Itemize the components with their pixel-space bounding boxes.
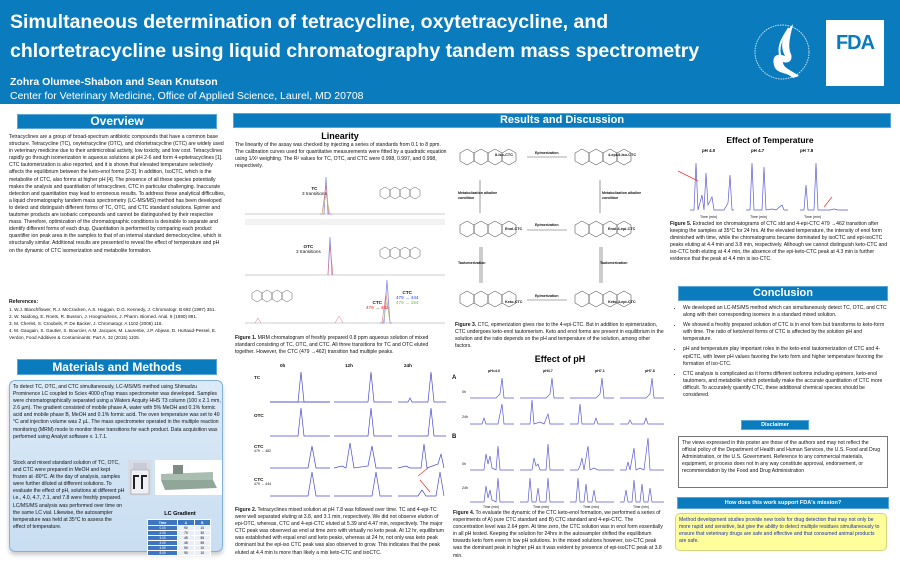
ph-col-label: pH4.7 — [543, 369, 553, 373]
figure-4-caption: Figure 4. To evaluate the dynamic of the CTC keto-enol formation, we performed a series of experiments of A) pure CTC standard and B) CTC standard and 4-epi-CTC. The concentration level was 2.64 ppm. At time zero, the CTC solution was in enol form essentially in all pH tested. Keeping the solution for 24hrs in the autosampler shifted the equilibrium towards keto form even in low pH solutions. In the mixed solutions however, iso-CTC peak was the dominant peak in higher pH as it was evident by presence of epi-isoCTC peak at 3.8 min. — [453, 510, 663, 559]
results-heading: Results and Discussion — [233, 113, 891, 128]
cell: 45 — [178, 536, 194, 541]
title-line-1: Simultaneous determination of tetracycline, oxytetracycline, and — [10, 11, 609, 33]
ph-row-b: B — [452, 434, 457, 440]
temp-xlabel: Time (min) — [700, 215, 718, 219]
gradient-title: LC Gradient — [164, 511, 196, 517]
conclusion-item: • We showed a freshly prepared solution of CTC is in enol form but transforms to keto-form with time. The ratio of keto/enol forms of CTC is affected by the solution pH and temperature. — [683, 322, 892, 343]
reference-item: 3. M. Cherlet, S. Croubels, P. De Backer, J. Chromatogr. A 1102 (2006) 116. — [9, 321, 163, 326]
overview-body: Tetracyclines are a group of broad-spectrum antibiotic compounds that have a common base structure. Tetracycline (TC), oxytetracycline (OTC), and chlortetracycline (CTC) are widely used in veterinary medicine due to their antimicrobial activity, low toxicity, and low cost. Tetracyclines rapidly go through isomerization in aqueous solutions at pH 2-6 and form 4-epitetracyclines [1]. CTC tautomerization is also reported, and it is shown that elevated temperature selectively affects the equilibrium between the keto-enol forms [2-3]. In addition, IsoCTC, which is the metabolite of CTC, also forms at higher pH [4]. The presence of all these species potentially makes the analysis and quantitation of tetracyclines, CTC in particular challenging. Inaccurate detection and quantitation may lead to erroneous results. To address these analytical difficulties, a liquid chromatography tandem mass spectrometry (LC-MS/MS) method has been developed to detect and distinguish different forms of TC, OTC, and CTC standard solutions. Epimer and tautomer products are isobaric compounds and cannot be distinguished by their respective mass. Therefore, optimization of the chromatographic conditions is desirable to separate and identify different forms of each drug. Quantitation is performed by comparing each product quantifier ion peak area in the samples to that of an internal standard demeclocycline, which is structurally similar. Additional results are presented to reveal the effect of temperature and pH on the dynamic of CTC isomerization and metabolite formation. — [9, 134, 226, 254]
fig3-enol-ctc: Enol-CTC — [505, 227, 523, 231]
ph-time-label: 0h — [462, 390, 466, 394]
fig3-tautomerization-label: Tautomerization — [600, 261, 628, 265]
figure-5-temperature-chromatograms — [672, 155, 872, 215]
conclusion-list — [676, 305, 892, 402]
cell: 30 — [194, 531, 210, 536]
authors: Zohra Olumee-Shabon and Sean Knutson — [10, 76, 218, 88]
col-header: A — [178, 520, 194, 526]
poster-header — [0, 0, 900, 104]
fig1-ctc-444-label: CTC 479 → 444 479 → 154 — [396, 290, 419, 305]
fig2-col-24h: 24h — [404, 363, 412, 368]
conclusion-item: • CTC analysis is complicated as it forms different isoforms including epimers, keto-enol tautomers, and metabolite which potentially make the accurate quantitation of CTC more difficult. To accurately quantify CTC, these additional chemical species should be considered. — [683, 371, 892, 399]
figure-2-caption: Figure 2. Tetracyclines mixed solution at pH 7.8 was followed over time. TC and 4-epi-TC were well separated eluting at 3.8, and 3.1 min, respectively. We did not observe elution of epi-OTC, whereas, CTC and 4-epi-CTC eluted at 5.39 and 4.47 min, respectively. The major CTC peak was observed as enol at time zero with virtually no keto peak. At 12 hr, equilibrium was established with equal enol and keto peaks, whereas at 24 hr, not only was keto peak dominant but the epi-iso CTC peak was also observed to grow. This indicates that the peak eluted at 4.4 min is more than likely a mix keto-CTC and isoCTC. — [235, 507, 444, 556]
reference-item: 4. M. Gaugain, S. Gautier, S. Bourcier, A.M. Jacques, M. Laurentie, J.P. Abjean, D. Hurtaud-Pessel, E. Verdon, Food Additives & Contaminants: Part A, 32 (2015) 1105. — [9, 328, 217, 340]
fig3-metabolization-label: Metabolization alkaline condition — [458, 191, 498, 200]
ph-xlabel: Time (min) — [583, 505, 600, 509]
title-line-2: chlortetracycline using liquid chromatography tandem mass spectrometry — [10, 40, 700, 62]
table-row — [148, 551, 211, 556]
fig3-iso-ctc: 8-Iso-CTC — [495, 153, 513, 157]
fig1-ctc-462-label: CTC 479 → 462 — [366, 300, 389, 310]
overview-heading: Overview — [17, 114, 217, 129]
references-label: References: — [9, 299, 39, 305]
fig2-row-ctc-444: CTC 479 → 444 — [254, 477, 272, 486]
cell: 55 — [194, 536, 210, 541]
cell: 10 — [194, 526, 210, 531]
figure-5-caption: Figure 5. Extracted ion chromatograms of CTC std and 4-epi-CTC 479 →462 transition after keeping the samples at 35°C for 24 hrs. At the elevated temperature, the intensity of enol form diminished with time, while the chromatograms became dominated by isoCTC and epi-isoCTC peaks eluting at 4.4 min and 3.8 min, respectively. Although we cannot distinguish keto-CTC and iso-CTC both eluting at 4.4 min, the absence of the epi-keto-CTC peak at 4.3 min is further evidence that the peak at 4.4 min is iso-CTC. — [670, 221, 888, 263]
conclusion-item: • pH and temperature play important roles in the keto-enol tautomerization of CTC and 4-epiCTC, with lower pH values favoring the keto form and higher temperature favoring the formation of iso-CTC. — [683, 346, 892, 367]
fig3-epimerization-label: Epimerization — [535, 223, 559, 227]
fig3-epimerization-label: Epimerization — [535, 151, 559, 155]
lc-gradient-table — [147, 519, 211, 556]
figure-4-effect-of-ph-chromatograms — [468, 374, 668, 509]
cell: 10 — [194, 546, 210, 551]
ph-col-label: pH7.8 — [645, 369, 655, 373]
mission-heading: How does this work support FDA's mission? — [677, 497, 889, 509]
temp-col-label: pH 4.0 — [702, 148, 716, 153]
disclaimer-heading: Disclaimer — [741, 420, 809, 430]
methods-para-2: Stock and mixed standard solution of TC, OTC, and CTC were prepared in MeOH and kept frozen at -80°C. At the day of analysis, samples were further diluted at different solutions. To evaluate the effect of pH, solutions at different pH i.e., 4.0, 4.7, 7.1, and 7.8 were freshly prepared. LC/MS/MS analysis was performed over time on the same LC vial. Likewise, the autosampler temperature was held at 35°C to assess the effect of temperature. — [13, 460, 125, 530]
fig2-row-ctc-462: CTC 479 → 462 — [254, 444, 272, 453]
fig3-epi-iso-ctc: 4-epi-8-Iso-CTC — [608, 153, 637, 157]
linearity-heading: Linearity — [321, 131, 359, 141]
cell: 2.00 — [148, 531, 178, 536]
fda-logo: FDA — [826, 20, 884, 86]
methods-heading: Materials and Methods — [17, 359, 217, 375]
fig1-tc-label: TC 3 transitions — [302, 186, 327, 196]
cell: 45 — [178, 541, 194, 546]
linearity-text: The linearity of the assay was checked by injecting a series of standards from 0.1 to 8 ppm. The calibration curves used for quantitative measurements were fitted by a quadratic equation using 1/X² weighting. The R² values for TC, OTC, and CTC were 0.998, 0.997, and 0.998, respectively. — [235, 142, 447, 170]
cell: 90 — [178, 526, 194, 531]
methods-para-1: To detect TC, OTC, and CTC simultaneously, LC-MS/MS method using Shimadzu Prominence LC coupled to Sciex 4000 qTrap mass spectrometer was developed. Samples were chromatographically separated using a Waters Acquity HHS T3 column (100 x 2.1 mm, 2.6 µm). The gradient consisted of mobile phase A, water with 5% MeOH and 0.1% formic acid and mobile phase B, MeOH and 0.1% formic acid. The oven temperature was set to 40 °C and injection volume was 2 µL. The mass spectrometer operated in the multiple reaction monitoring (MRM) mode to monitor three transitions for each product. Data acquisition was performed using Analyst software v. 1.7.1. — [13, 384, 221, 440]
ph-row-a: A — [452, 375, 457, 381]
figure-2-time-course-chromatograms — [258, 368, 448, 498]
fig3-enol-epi-ctc: Enol-4-epi-CTC — [608, 227, 636, 231]
fig3-metabolization-label: Metabolization alkaline condition — [602, 191, 642, 200]
col-header: Time — [148, 520, 178, 526]
cell: 90 — [178, 551, 194, 556]
ph-col-label: pH=4.0 — [488, 369, 500, 373]
lc-instrument-image — [128, 460, 152, 496]
ph-time-label: 24h — [462, 486, 468, 490]
fig3-epimerization-label: Epimerization — [535, 294, 559, 298]
disclaimer-body: The views expressed in this poster are those of the authors and may not reflect the official policy of the Department of Health and Human Services, the U.S. Food and Drug Administration, or the U.S. Government. Reference to any commercial materials, equipment, or process does not in any way constitute approval, endorsement, or recommendation by the Food and Drug Administration — [678, 436, 888, 488]
ph-xlabel: Time (min) — [633, 505, 650, 509]
temp-col-label: pH 4.7 — [751, 148, 765, 153]
cell: 4.00 — [148, 541, 178, 546]
ph-time-label: 24h — [462, 415, 468, 419]
figure-3-caption: Figure 3. CTC, epimerization gives rise to the 4-epi-CTC. But in addition to epimerization, CTC undergoes keto-enol tautomerism. Keto and enol forms are present in equilibrium in the solution and the ratio depends on the pH and temperature of the solution, among other factors. — [455, 322, 664, 350]
affiliation: Center for Veterinary Medicine, Office of Applied Science, Laurel, MD 20708 — [10, 90, 364, 102]
fig3-keto-ctc: Keto-CTC — [505, 300, 523, 304]
cell: 10 — [194, 551, 210, 556]
references-list — [9, 306, 226, 341]
cell: 4.50 — [148, 546, 178, 551]
ph-xlabel: Time (min) — [483, 505, 500, 509]
temperature-heading: Effect of Temperature — [726, 135, 814, 145]
fig2-col-12h: 12h — [345, 363, 353, 368]
fig2-col-0h: 0h — [280, 363, 286, 368]
fig3-keto-epi-ctc: Keto-4-epi-CTC — [608, 300, 636, 304]
figure-1-caption: Figure 1. MRM chromatogram of freshly prepared 0.8 ppm aqueous solution of mixed standard consisting of TC, OTC, and CTC. All three transitions for TC and OTC eluted together. However, the CTC (479 →462) transition had multiple peaks. — [235, 335, 429, 356]
col-header: B — [194, 520, 210, 526]
conclusion-item: • We developed an LC-MS/MS method which can simultaneously detect TC, OTC, and CTC along with their corresponding isomers in a standard mixed solution. — [683, 305, 892, 319]
cell: 3.00 — [148, 536, 178, 541]
hhs-eagle-logo-icon — [753, 12, 811, 92]
cell: 90 — [178, 546, 194, 551]
cell: 8.00 — [148, 551, 178, 556]
fig1-otc-label: OTC 3 transitions — [296, 244, 321, 254]
temp-col-label: pH 7.8 — [800, 148, 814, 153]
cell: 55 — [194, 541, 210, 546]
reference-item: 1. W.J. Blanchflower, R.J. McCracken, A.S. Haggan, D.G. Kennedy, J. Chromatogr. B 692 (1997) 351. — [9, 307, 216, 312]
mass-spec-image — [155, 460, 222, 495]
conclusion-heading: Conclusion — [678, 286, 888, 301]
temp-xlabel: Time (min) — [750, 215, 768, 219]
fig2-row-tc: TC — [254, 375, 261, 380]
reference-item: 2. W. Naidong, E. Roets, R. Busson, J. Hoogmartens, J. Pharm. Biomed. Anal. 8 (1990) 881. — [9, 314, 198, 319]
temp-xlabel: Time (min) — [804, 215, 822, 219]
mission-body: Method development studies provide new tools for drug detection that may not only be more rapid and sensitive, but give the ability to detect multiple residues simultaneously to ensure that veterinary drugs are safe and effective and that consumed animal products are safe. — [675, 513, 887, 551]
fig3-tautomerization-label: Tautomerization — [458, 261, 486, 265]
figure-1-mrm-chromatogram — [240, 175, 450, 335]
poster-title — [10, 8, 780, 66]
ph-xlabel: Time (min) — [533, 505, 550, 509]
cell: 0.00 — [148, 526, 178, 531]
ph-time-label: 0h — [462, 462, 466, 466]
ph-col-label: pH7.1 — [595, 369, 605, 373]
fig2-row-otc: OTC — [254, 413, 264, 418]
cell: 70 — [178, 531, 194, 536]
ph-heading: Effect of pH — [534, 354, 586, 364]
